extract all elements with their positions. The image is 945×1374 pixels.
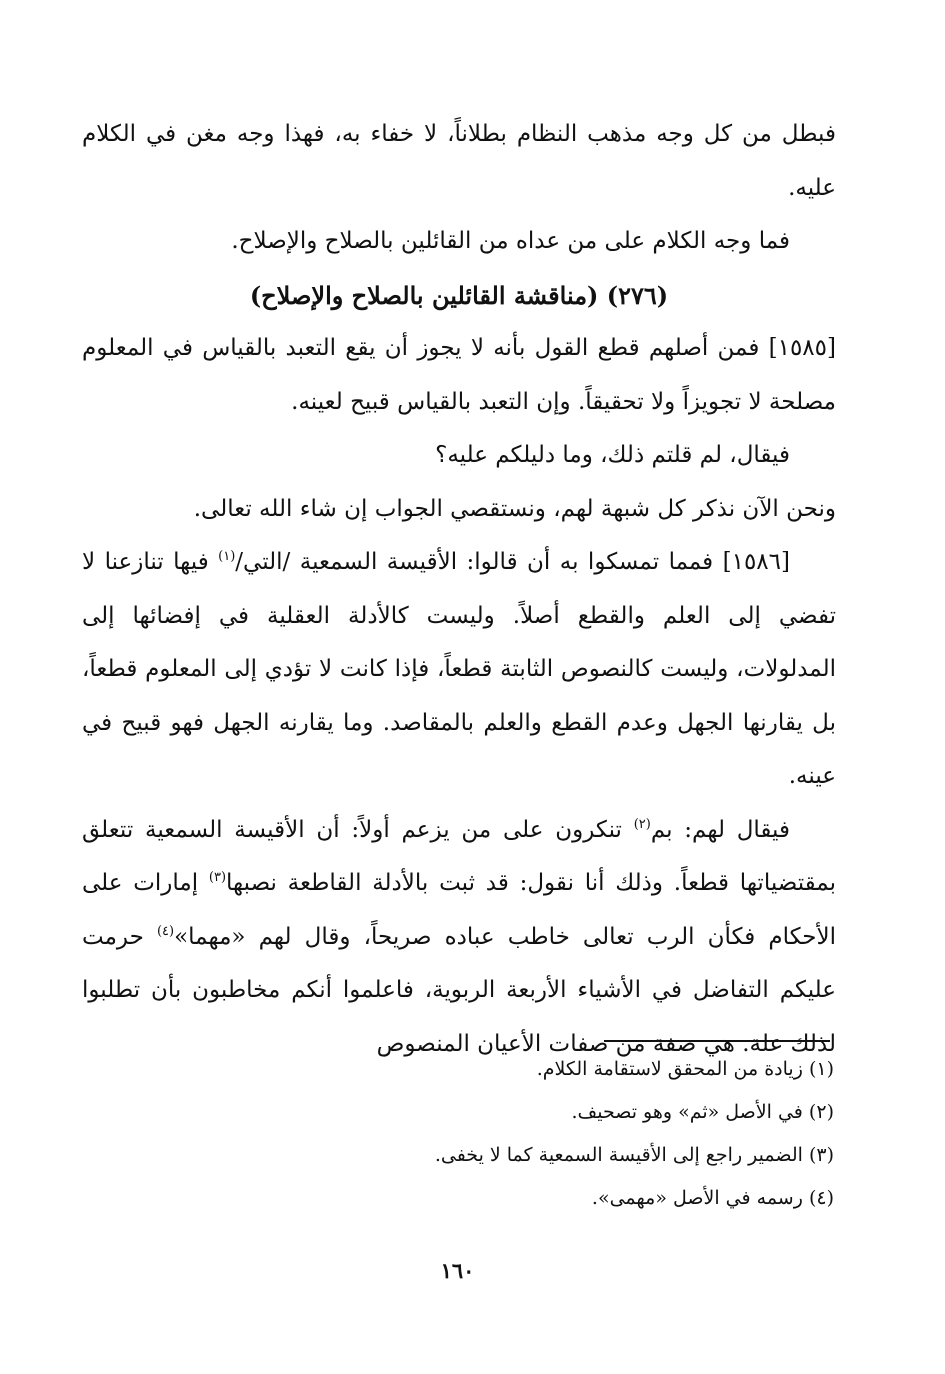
- footnote-divider: [604, 1040, 830, 1042]
- paragraph-2: فما وجه الكلام على من عداه من القائلين بالصلاح والإصلاح.: [231, 228, 790, 254]
- paragraph-1585: [١٥٨٥] فمن أصلهم قطع القول بأنه لا يجوز أن يقع التعبد بالقياس في المعلوم مصلحة لا تجويزاً ولا تحقيقاً. وإن التعبد بالقياس قبيح لعينه.: [82, 335, 836, 415]
- footnote-1: (١) زيادة من المحقق لاستقامة الكلام.: [536, 1058, 834, 1080]
- footnotes: [82, 1048, 834, 1220]
- paragraph-intro-answer: ونحن الآن نذكر كل شبهة لهم، ونستقصي الجواب إن شاء الله تعالى.: [193, 495, 836, 522]
- paragraph-1586-part-1: [١٥٨٦] فمما تمسكوا به أن قالوا: الأقيسة السمعية /التي/: [235, 549, 790, 575]
- page-number: ١٦٠: [440, 1258, 475, 1283]
- main-text: [82, 108, 836, 1071]
- paragraph-reply-part-3: إمارات على الأحكام فكأن الرب تعالى خاطب عباده صريحاً، وقال لهم «مهما»: [82, 870, 836, 950]
- footnote-ref-3[interactable]: (٣): [208, 870, 227, 885]
- section-heading: (٢٧٦) (مناقشة القائلين بالصلاح والإصلاح): [249, 280, 669, 310]
- paragraph-reply-part-4: حرمت عليكم التفاضل في الأشياء الأربعة الربوية، فاعلموا أنكم مخاطبون بأن تطلبوا لذلك علة. هي صفة من صفات الأعيان المنصوص: [82, 923, 836, 1057]
- footnote-ref-4[interactable]: (٤): [156, 923, 175, 939]
- paragraph-1586-part-2: فيها تنازعنا لا تفضي إلى العلم والقطع أصلاً. وليست كالأدلة العقلية في إفضائها إلى المدلولات، وليست كالنصوص الثابتة قطعاً، فإذا كانت لا تؤدي إلى المعلوم قطعاً، بل يقارنها الجهل وعدم القطع والعلم بالمقاصد. وما يقارنه الجهل فهو قبيح في عينه.: [82, 549, 836, 789]
- paragraph-1: فبطل من كل وجه مذهب النظام بطلاناً، لا خفاء به، فهذا وجه مغن في الكلام عليه.: [82, 121, 836, 201]
- footnote-2: (٢) في الأصل «ثم» وهو تصحيف.: [571, 1101, 834, 1123]
- paragraph-question: فيقال، لم قلتم ذلك، وما دليلكم عليه؟: [435, 442, 790, 468]
- footnote-4: (٤) رسمه في الأصل «مهمى».: [591, 1187, 834, 1209]
- paragraph-reply: [82, 804, 836, 1072]
- footnote-ref-2[interactable]: (٢): [633, 816, 651, 832]
- footnote-ref-1[interactable]: (١): [218, 549, 236, 564]
- paragraph-1586: [82, 536, 836, 804]
- paragraph-reply-part-1: فيقال لهم: بم: [650, 816, 790, 843]
- footnote-3: (٣) الضمير راجع إلى الأقيسة السمعية كما لا يخفى.: [434, 1144, 834, 1166]
- paragraph-reply-part-2: تنكرون على من يزعم أولاً: أن الأقيسة السمعية تتعلق بمقتضياتها قطعاً. وذلك أنا نقول: قد ثبت بالأدلة القاطعة نصبها: [82, 816, 836, 896]
